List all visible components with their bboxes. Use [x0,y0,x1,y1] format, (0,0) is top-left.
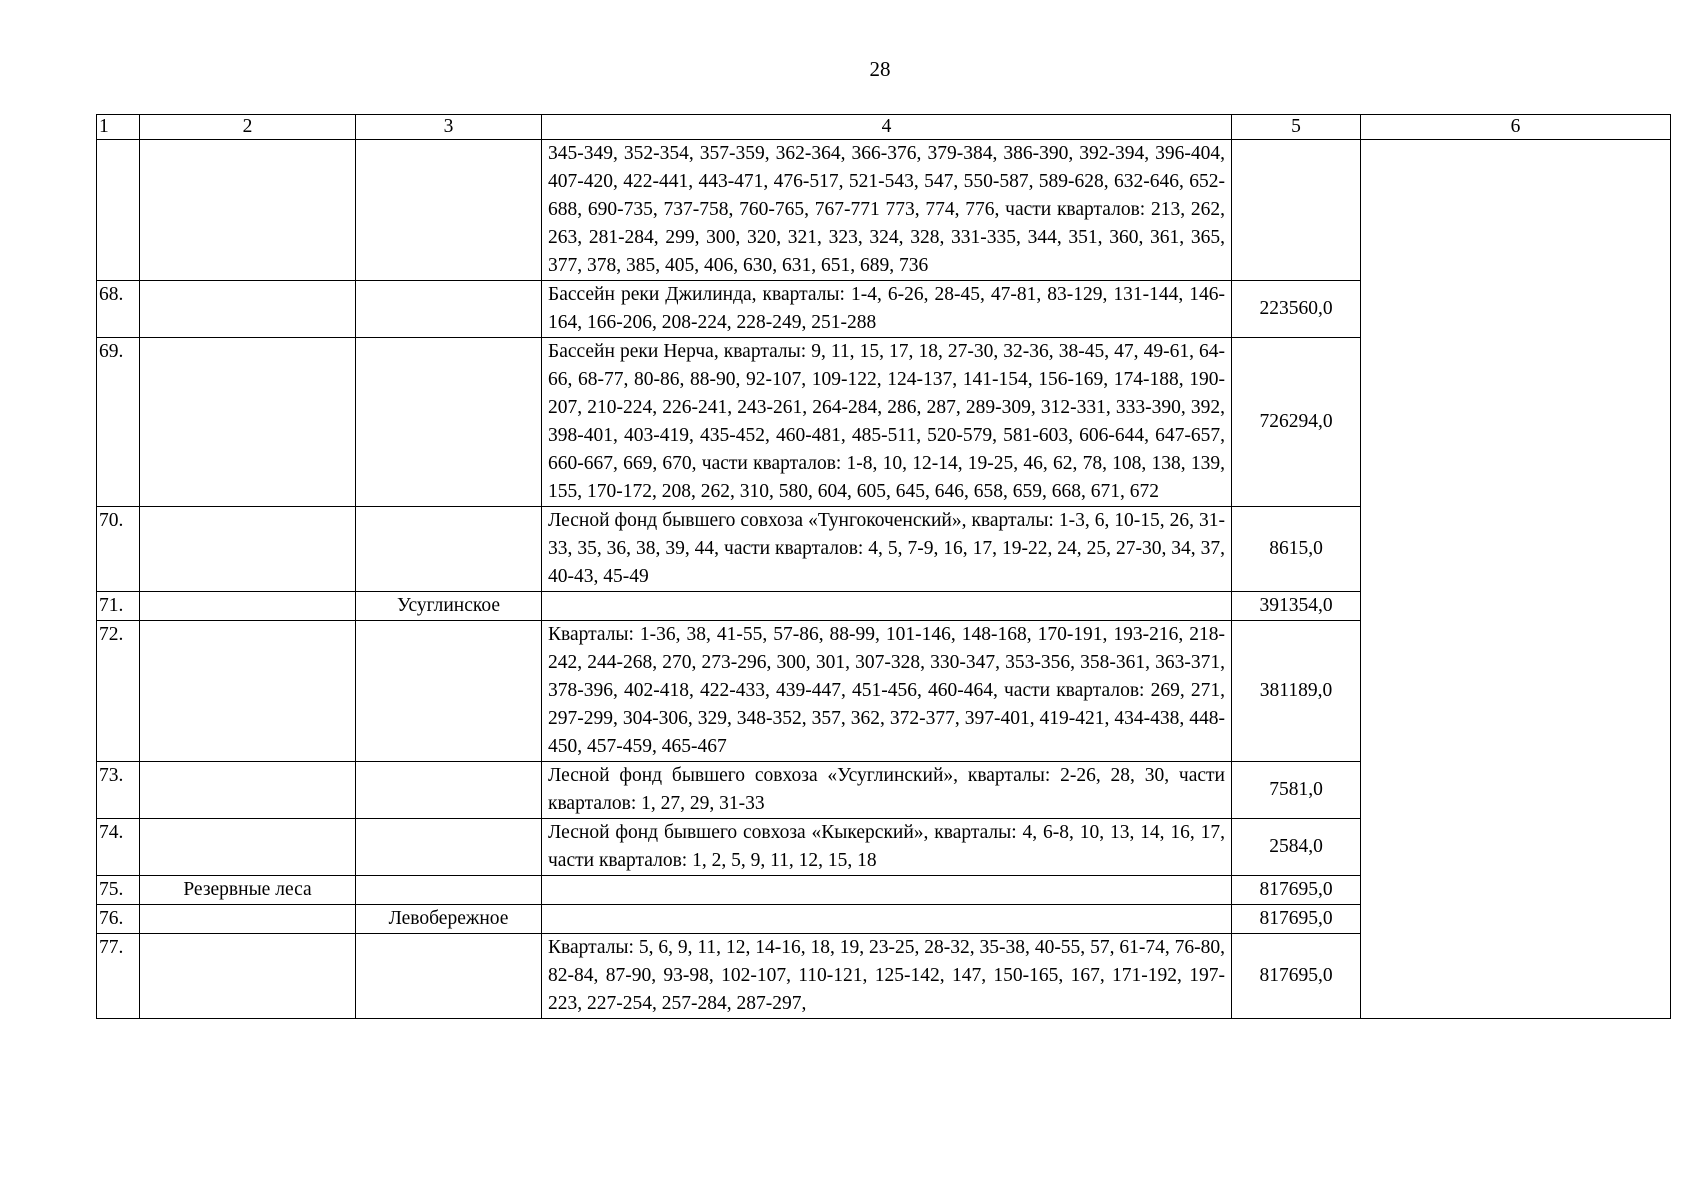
header-cell: 1 [97,115,140,140]
row-number: 70. [97,507,140,592]
forest-quarters-table [96,114,1671,1019]
quarters-cell [542,905,1232,934]
row-number: 74. [97,819,140,876]
forestry-cell [140,905,356,934]
row-number: 73. [97,762,140,819]
district-cell [356,281,542,338]
area-cell: 726294,0 [1232,338,1361,507]
district-cell: Усуглинское [356,592,542,621]
forestry-cell [140,592,356,621]
header-cell: 2 [140,115,356,140]
district-cell [356,819,542,876]
area-cell: 2584,0 [1232,819,1361,876]
quarters-cell: Лесной фонд бывшего совхоза «Усуглинский», кварталы: 2-26, 28, 30, части кварталов: 1, 27, 29, 31-33 [542,762,1232,819]
quarters-cell: Лесной фонд бывшего совхоза «Кыкерский», кварталы: 4, 6-8, 10, 13, 14, 16, 17, части кварталов: 1, 2, 5, 9, 11, 12, 15, 18 [542,819,1232,876]
header-cell: 5 [1232,115,1361,140]
area-cell: 817695,0 [1232,934,1361,1019]
row-number: 72. [97,621,140,762]
quarters-cell: Бассейн реки Нерча, кварталы: 9, 11, 15, 17, 18, 27-30, 32-36, 38-45, 47, 49-61, 64-66, 68-77, 80-86, 88-90, 92-107, 109-122, 124-137, 141-154, 156-169, 174-188, 190-207, 210-224, 226-241, 243-261, 264-284, 286, 287, 289-309, 312-331, 333-390, 392, 398-401, 403-419, 435-452, 460-481, 485-511, 520-579, 581-603, 606-644, 647-657, 660-667, 669, 670, части кварталов: 1-8, 10, 12-14, 19-25, 46, 62, 78, 108, 138, 139, 155, 170-172, 208, 262, 310, 580, 604, 605, 645, 646, 658, 659, 668, 671, 672 [542,338,1232,507]
forestry-cell [140,762,356,819]
forestry-cell [140,621,356,762]
notes-cell [1361,140,1671,1019]
forestry-cell [140,934,356,1019]
quarters-cell: Бассейн реки Джилинда, кварталы: 1-4, 6-26, 28-45, 47-81, 83-129, 131-144, 146-164, 166-206, 208-224, 228-249, 251-288 [542,281,1232,338]
district-cell [356,876,542,905]
forestry-cell [140,507,356,592]
row-number: 69. [97,338,140,507]
quarters-cell: Кварталы: 5, 6, 9, 11, 12, 14-16, 18, 19, 23-25, 28-32, 35-38, 40-55, 57, 61-74, 76-80, 82-84, 87-90, 93-98, 102-107, 110-121, 125-142, 147, 150-165, 167, 171-192, 197-223, 227-254, 257-284, 287-297, [542,934,1232,1019]
header-cell: 3 [356,115,542,140]
area-cell: 817695,0 [1232,905,1361,934]
area-cell: 817695,0 [1232,876,1361,905]
header-cell: 4 [542,115,1232,140]
row-number: 71. [97,592,140,621]
area-cell [1232,140,1361,281]
row-number [97,140,140,281]
district-cell [356,338,542,507]
row-number: 76. [97,905,140,934]
area-cell: 381189,0 [1232,621,1361,762]
area-cell: 223560,0 [1232,281,1361,338]
forestry-cell [140,140,356,281]
district-cell [356,507,542,592]
district-cell [356,934,542,1019]
quarters-cell: Лесной фонд бывшего совхоза «Тунгокоченский», кварталы: 1-3, 6, 10-15, 26, 31-33, 35, 36, 38, 39, 44, части кварталов: 4, 5, 7-9, 16, 17, 19-22, 24, 25, 27-30, 34, 37, 40-43, 45-49 [542,507,1232,592]
district-cell [356,621,542,762]
quarters-cell [542,876,1232,905]
forestry-cell [140,338,356,507]
row-number: 77. [97,934,140,1019]
area-cell: 391354,0 [1232,592,1361,621]
district-cell [356,762,542,819]
forestry-cell: Резервные леса [140,876,356,905]
quarters-cell: 345-349, 352-354, 357-359, 362-364, 366-376, 379-384, 386-390, 392-394, 396-404, 407-420, 422-441, 443-471, 476-517, 521-543, 547, 550-587, 589-628, 632-646, 652-688, 690-735, 737-758, 760-765, 767-771 773, 774, 776, части кварталов: 213, 262, 263, 281-284, 299, 300, 320, 321, 323, 324, 328, 331-335, 344, 351, 360, 361, 365, 377, 378, 385, 405, 406, 630, 631, 651, 689, 736 [542,140,1232,281]
page-number: 28 [869,57,891,81]
area-cell: 7581,0 [1232,762,1361,819]
forestry-cell [140,281,356,338]
quarters-cell [542,592,1232,621]
table-row [97,140,1671,281]
area-cell: 8615,0 [1232,507,1361,592]
district-cell [356,140,542,281]
row-number: 75. [97,876,140,905]
forestry-cell [140,819,356,876]
quarters-cell: Кварталы: 1-36, 38, 41-55, 57-86, 88-99, 101-146, 148-168, 170-191, 193-216, 218-242, 244-268, 270, 273-296, 300, 301, 307-328, 330-347, 353-356, 358-361, 363-371, 378-396, 402-418, 422-433, 439-447, 451-456, 460-464, части кварталов: 269, 271, 297-299, 304-306, 329, 348-352, 357, 362, 372-377, 397-401, 419-421, 434-438, 448-450, 457-459, 465-467 [542,621,1232,762]
header-cell: 6 [1361,115,1671,140]
district-cell: Левобережное [356,905,542,934]
row-number: 68. [97,281,140,338]
table-header-row [97,115,1671,140]
